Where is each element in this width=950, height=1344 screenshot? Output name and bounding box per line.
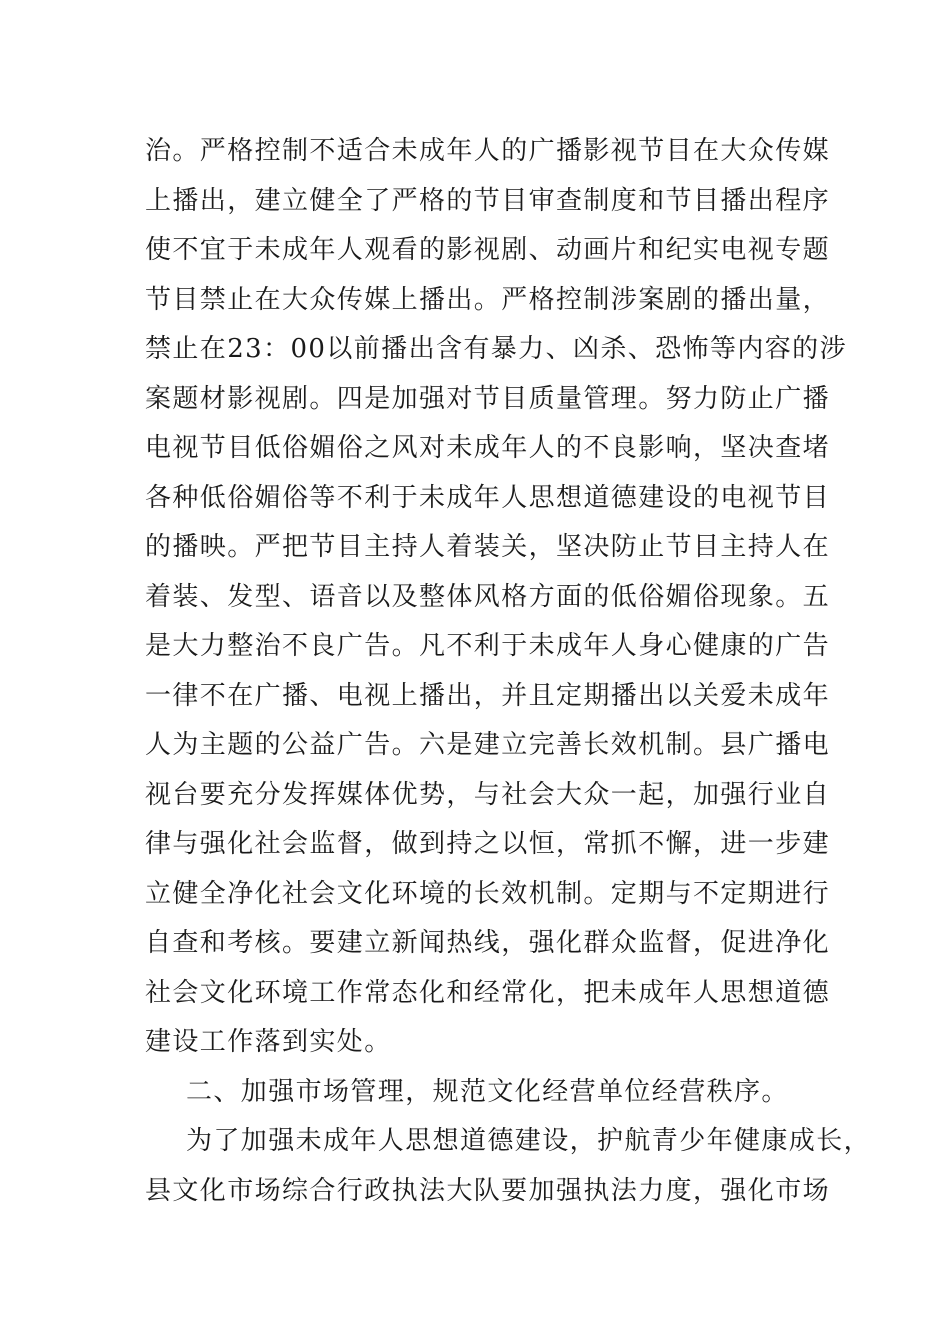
section-heading: 二、加强市场管理，规范文化经营单位经营秩序。 — [186, 1076, 789, 1107]
text-line: 视台要充分发挥媒体优势，与社会大众一起，加强行业自 — [145, 779, 831, 810]
text-line: 治。严格控制不适合未成年人的广播影视节目在大众传媒 — [145, 136, 831, 166]
text-line: 社会文化环境工作常态化和经常化，把未成年人思想道德 — [145, 977, 831, 1008]
body-text — [145, 127, 872, 1216]
paragraph-start-line: 为了加强未成年人思想道德建设，护航青少年健康成长， — [186, 1126, 872, 1156]
text-line: 建设工作落到实处。 — [145, 1027, 392, 1057]
text-line: 各种低俗媚俗等不利于未成年人思想道德建设的电视节目 — [145, 482, 831, 513]
text-line: 禁止在23：00以前播出含有暴力、凶杀、恐怖等内容的涉 — [145, 334, 847, 364]
text-line: 一律不在广播、电视上播出，并且定期播出以关爱未成年 — [145, 680, 831, 711]
text-line: 人为主题的公益广告。六是建立完善长效机制。县广播电 — [145, 730, 831, 760]
text-line: 电视节目低俗媚俗之风对未成年人的不良影响，坚决查堵 — [145, 433, 831, 463]
text-line: 节目禁止在大众传媒上播出。严格控制涉案剧的播出量， — [145, 284, 831, 315]
text-line: 案题材影视剧。四是加强对节目质量管理。努力防止广播 — [145, 383, 831, 414]
text-line: 着装、发型、语音以及整体风格方面的低俗媚俗现象。五 — [145, 581, 831, 612]
text-line: 上播出，建立健全了严格的节目审查制度和节目播出程序 — [145, 185, 831, 216]
text-line: 的播映。严把节目主持人着装关，坚决防止节目主持人在 — [145, 532, 831, 562]
text-line: 自查和考核。要建立新闻热线，强化群众监督，促进净化 — [145, 928, 831, 958]
text-line: 县文化市场综合行政执法大队要加强执法力度，强化市场 — [145, 1175, 831, 1206]
text-line: 使不宜于未成年人观看的影视剧、动画片和纪实电视专题 — [145, 235, 831, 265]
text-line: 是大力整治不良广告。凡不利于未成年人身心健康的广告 — [145, 631, 831, 661]
text-line: 律与强化社会监督，做到持之以恒，常抓不懈，进一步建 — [145, 829, 831, 859]
text-line: 立健全净化社会文化环境的长效机制。定期与不定期进行 — [145, 878, 831, 909]
